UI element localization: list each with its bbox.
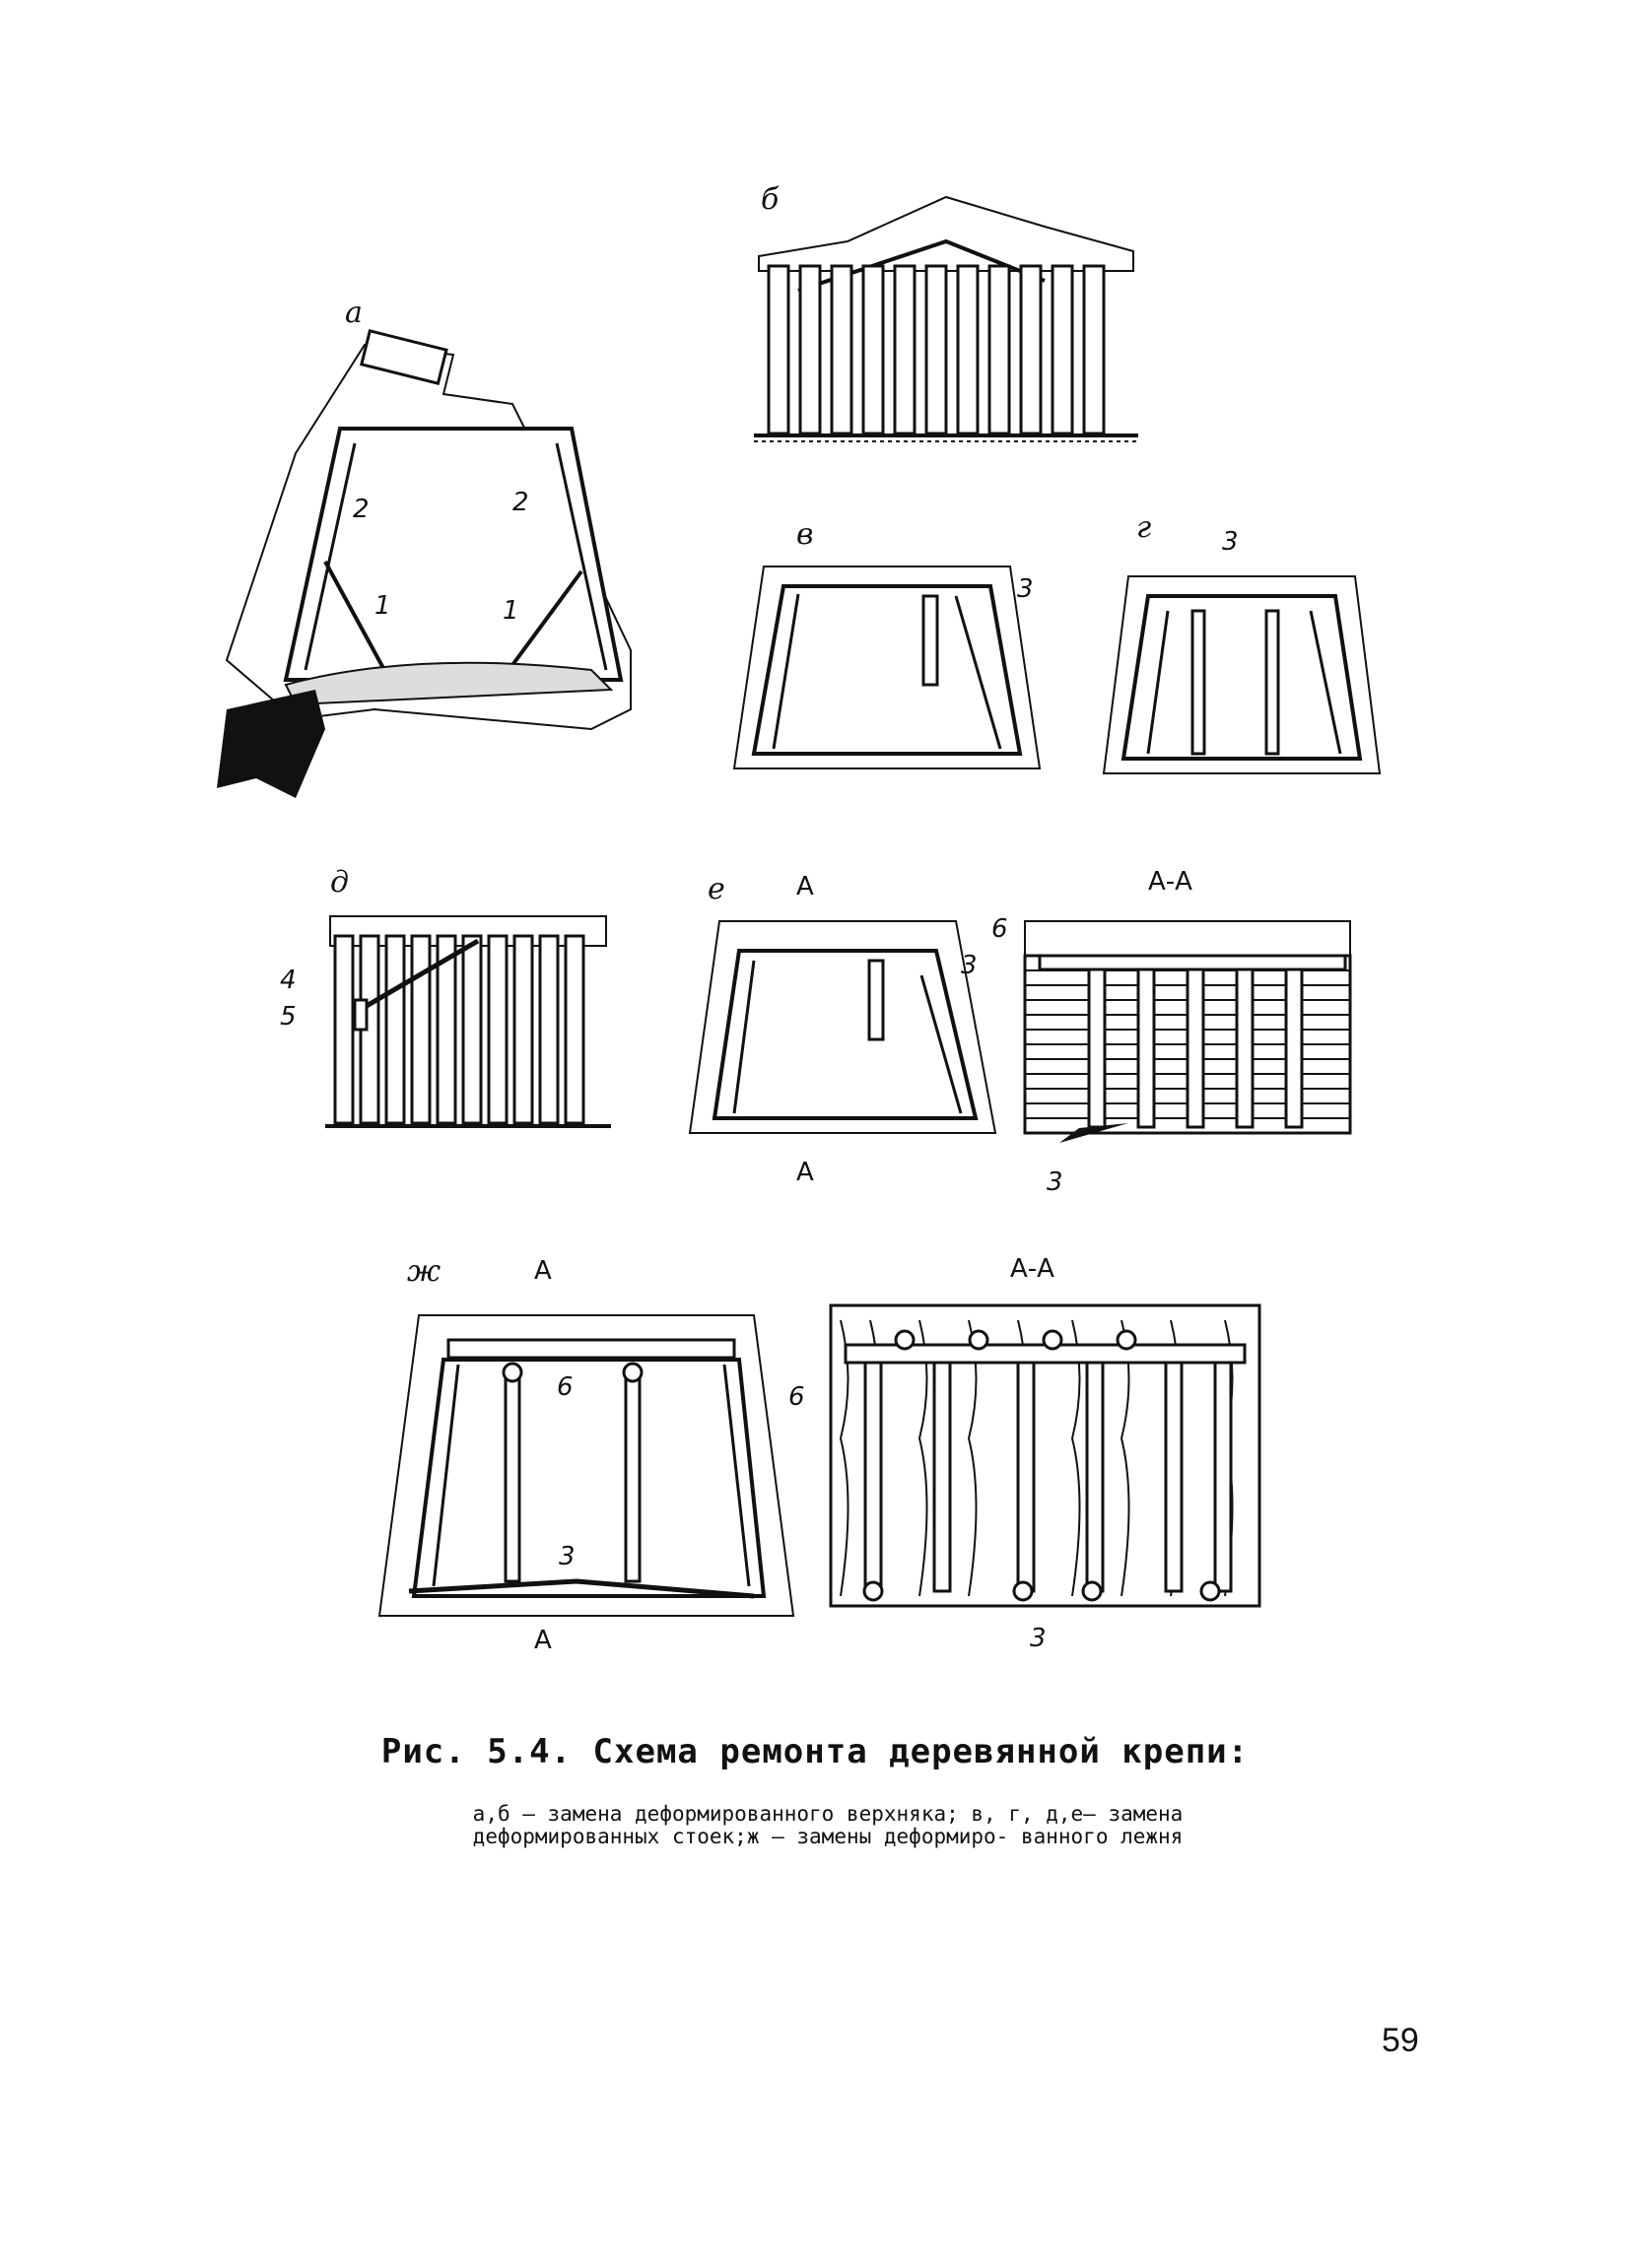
- callout-a-2-right: 2: [512, 488, 529, 517]
- callout-a-2-left: 2: [353, 495, 370, 524]
- section-mark-e-top: А: [796, 872, 814, 901]
- figure-caption-title: Рис. 5.4. Схема ремонта деревянной крепи:: [380, 1732, 1250, 1771]
- figure-zh-drawing: [379, 1296, 793, 1635]
- callout-e-3: 3: [961, 951, 978, 980]
- figure-label-e: е: [708, 872, 725, 906]
- figure-label-d: д: [330, 865, 350, 900]
- callout-e-section-6: 6: [991, 914, 1008, 944]
- figure-zh-section-drawing: [826, 1301, 1264, 1611]
- section-label-e-aa: А-А: [1148, 867, 1192, 897]
- callout-g-3: 3: [1222, 527, 1239, 557]
- callout-zh-3: 3: [559, 1542, 576, 1571]
- figure-label-zh: ж: [407, 1254, 441, 1289]
- callout-a-1-right: 1: [503, 596, 519, 626]
- figure-g-drawing: [1104, 571, 1380, 783]
- section-mark-e-bottom: А: [796, 1158, 814, 1187]
- page-number: 59: [1382, 2022, 1419, 2059]
- callout-v-3: 3: [1017, 574, 1034, 604]
- callout-d-5: 5: [280, 1002, 297, 1032]
- figure-label-v: в: [796, 517, 814, 552]
- figure-a-drawing: [217, 335, 660, 798]
- figure-label-a: а: [345, 296, 363, 330]
- figure-v-drawing: [734, 557, 1040, 778]
- figure-caption-body: а,б – замена деформированного верхняка; в, г, д,е– замена деформированных стоек;ж – замены деформиро- ванного лежня: [472, 1802, 1184, 1848]
- callout-e-section-3: 3: [1047, 1167, 1063, 1197]
- figure-e-drawing: [690, 906, 1005, 1148]
- figure-d-drawing: [320, 901, 616, 1138]
- callout-zh-section-3: 3: [1030, 1624, 1047, 1653]
- callout-a-1-left: 1: [374, 591, 391, 621]
- figure-label-g: г: [1136, 510, 1152, 545]
- figure-b-drawing: [749, 187, 1143, 448]
- callout-zh-section-6: 6: [788, 1382, 805, 1412]
- figure-label-b: б: [761, 182, 780, 217]
- callout-d-4: 4: [280, 966, 297, 995]
- section-label-zh-aa: А-А: [1010, 1254, 1054, 1284]
- callout-zh-6: 6: [557, 1372, 574, 1402]
- figure-e-section-drawing: [1020, 916, 1355, 1153]
- section-mark-zh-top: А: [534, 1256, 552, 1286]
- section-mark-zh-bottom: А: [534, 1626, 552, 1655]
